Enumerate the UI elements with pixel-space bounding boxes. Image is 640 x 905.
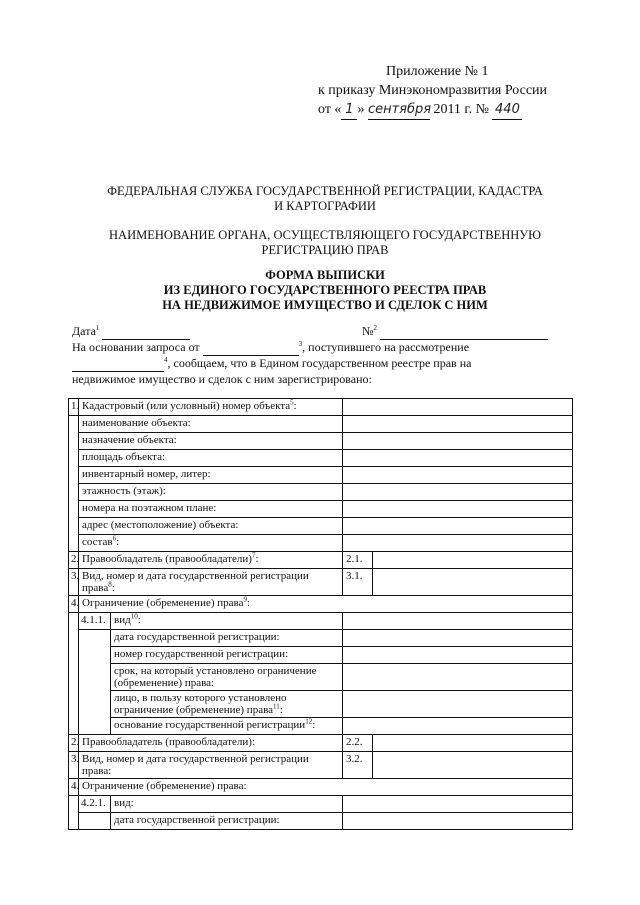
table-row: адрес (местоположение) объекта: [69,518,573,535]
table-row: 4.2.1. вид: [69,796,573,813]
table-row: 3. Вид, номер и дата государственной регистрации права: 3.2. [69,752,573,779]
handwritten-month: сентября [368,100,430,120]
table-row: 4.1.1. вид$^{10}$: [69,613,573,630]
appendix-date: от « 1 » сентября 2011 г. № 440 [318,100,558,120]
date-field[interactable] [102,324,190,340]
agency-heading: ФЕДЕРАЛЬНАЯ СЛУЖБА ГОСУДАРСТВЕННОЙ РЕГИСТРАЦИИ, КАДАСТРА И КАРТОГРАФИИ [107,184,543,213]
extract-table [68,398,573,830]
table-row: 3. Вид, номер и дата государственной регистрации права$^8$: 3.1. [69,569,573,596]
table-row: инвентарный номер, литер: [69,467,573,484]
appendix-order: к приказу Минэкономразвития России [318,83,548,98]
table-row: назначение объекта: [69,433,573,450]
form-title: ФОРМА ВЫПИСКИ ИЗ ЕДИНОГО ГОСУДАРСТВЕННОГО РЕЕСТРА ПРАВ НА НЕДВИЖИМОЕ ИМУЩЕСТВО И СДЕЛОК С НИМ [162,268,488,312]
organ-heading: НАИМЕНОВАНИЕ ОРГАНА, ОСУЩЕСТВЛЯЮЩЕГО ГОСУДАРСТВЕННУЮ РЕГИСТРАЦИЮ ПРАВ [109,228,541,257]
handwritten-order-number: 440 [492,100,522,120]
intro-date-line: Дата$^1$ №$^2$ [72,324,550,340]
table-row: лицо, в пользу которого установлено ограничение (обременение) права$^{11}$: [69,691,573,718]
table-row: основание государственной регистрации$^{12}$: [69,718,573,735]
table-row: номер государственной регистрации: [69,647,573,664]
table-row: 4. Ограничение (обременение) права$^9$: [69,596,573,613]
table-row: 2. Правообладатель (правообладатели): 2.2. [69,735,573,752]
table-row: 1. Кадастровый (или условный) номер объекта$^5$: [69,399,573,416]
table-row: площадь объекта: [69,450,573,467]
request-date-field[interactable] [203,340,299,356]
number-field[interactable] [380,324,548,340]
received-date-field[interactable] [72,356,164,372]
table-row: срок, на который установлено ограничение (обременение) права: [69,664,573,691]
table-row: 2. Правообладатель (правообладатели)$^7$: 2.1. [69,552,573,569]
intro-basis: На основании запроса от $^3$, поступившего на рассмотрение $^4$, сообщаем, что в Едином государственном реестре прав на недвижимое имущество и сделок с ним зарегистрировано: [72,340,472,386]
table-row: дата государственной регистрации: [69,813,573,830]
table-row: дата государственной регистрации: [69,630,573,647]
handwritten-day: 1 [341,100,357,120]
table-row: номера на поэтажном плане: [69,501,573,518]
table-row: 4. Ограничение (обременение) права: [69,779,573,796]
table-row: этажность (этаж): [69,484,573,501]
appendix-title: Приложение № 1 [386,64,489,79]
table-row: наименование объекта: [69,416,573,433]
appendix-block [318,62,558,120]
table-row: состав$^6$: [69,535,573,552]
cadastral-number-value[interactable] [343,399,573,416]
